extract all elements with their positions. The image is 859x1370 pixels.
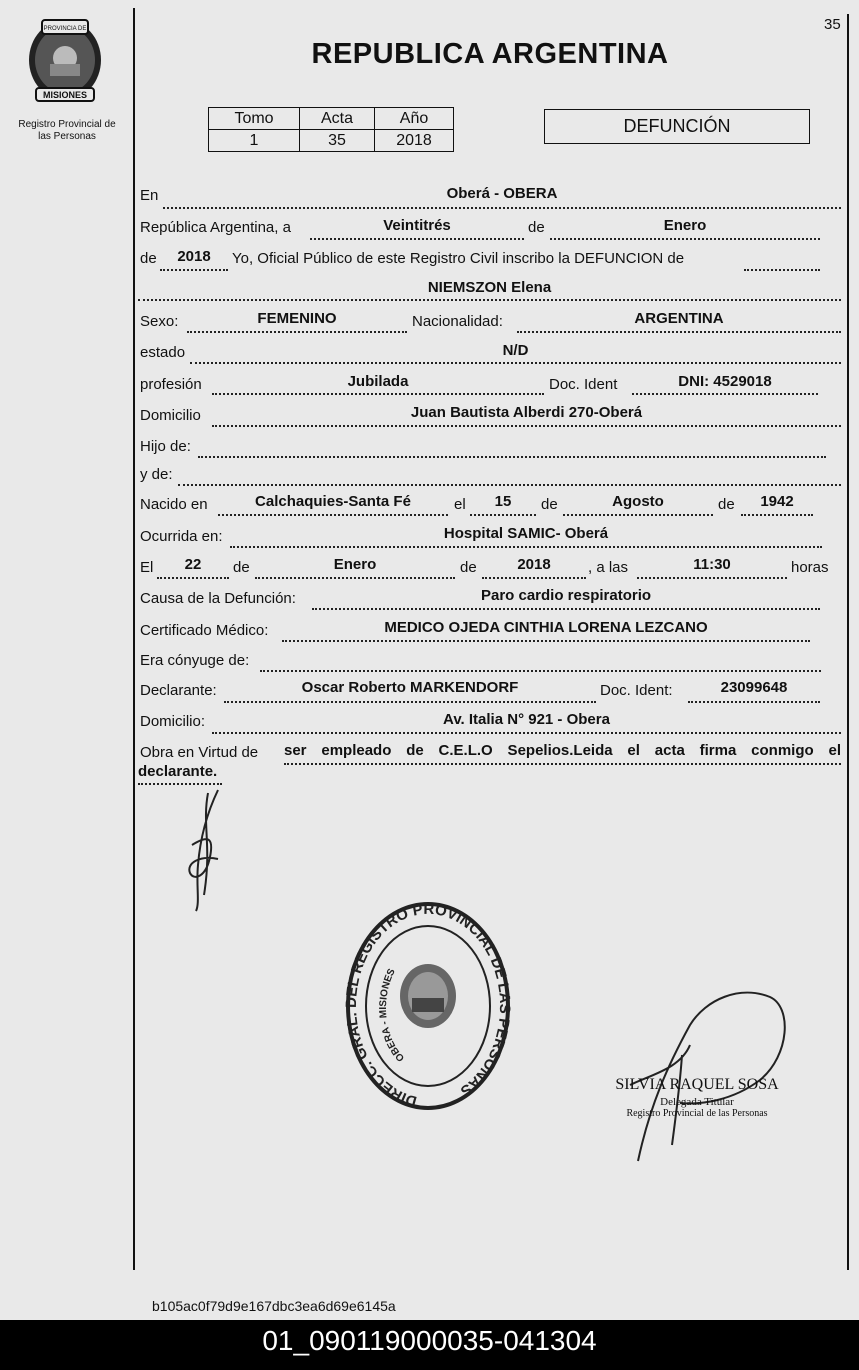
label-doc-ident: Doc. Ident — [549, 376, 618, 393]
label-horas: horas — [791, 559, 829, 576]
field-fallec-hora: 11:30 — [693, 556, 731, 573]
record-value-acta: 35 — [300, 130, 375, 152]
agency-name-line2: las Personas — [38, 131, 96, 142]
official-role: Delegada Titular — [660, 1096, 734, 1108]
record-header-acta: Acta — [300, 108, 375, 130]
label-en: En — [140, 187, 159, 204]
field-nacionalidad: ARGENTINA — [634, 310, 724, 327]
field-sexo: FEMENINO — [257, 310, 337, 327]
label-certificado: Certificado Médico: — [140, 622, 269, 639]
emblem-bottom-text: MISIONES — [42, 90, 88, 100]
label-a-las: , a las — [588, 559, 629, 576]
line-fallec-dia — [157, 577, 229, 579]
field-domicilio: Juan Bautista Alberdi 270-Oberá — [410, 404, 643, 421]
line-declarante-doc — [688, 701, 820, 703]
label-sexo: Sexo: — [140, 313, 179, 330]
line-documento — [632, 393, 818, 395]
line-dia — [310, 238, 524, 240]
field-nombre: NIEMSZON Elena — [427, 279, 552, 296]
seal-inner-text: OBERA - MISIONES — [377, 967, 408, 1064]
label-de-6: de — [460, 559, 477, 576]
label-yo: Yo, Oficial Público de este Registro Civil inscribo la DEFUNCION de — [232, 250, 685, 267]
field-anio: 2018 — [177, 248, 211, 265]
label-ocurrida-en: Ocurrida en: — [140, 528, 223, 545]
line-sexo — [187, 331, 407, 333]
line-declarante-domicilio — [212, 732, 841, 734]
line-conyuge — [260, 670, 821, 672]
official-office: Registro Provincial de las Personas — [626, 1108, 768, 1119]
province-shield-icon — [22, 14, 108, 104]
label-domicilio-2: Domicilio: — [140, 713, 206, 730]
field-fallec-mes: Enero — [333, 556, 377, 573]
field-fallec-anio: 2018 — [517, 556, 551, 573]
line-anio — [160, 269, 228, 271]
field-documento: DNI: 4529018 — [678, 373, 772, 390]
svg-text:OBERA - MISIONES — [378, 967, 407, 1064]
line-certificado — [282, 640, 810, 642]
declarant-signature-icon — [178, 785, 238, 915]
line-estado — [190, 362, 841, 364]
official-stamp — [600, 1076, 794, 1119]
label-estado: estado — [140, 344, 186, 361]
province-emblem — [22, 14, 108, 104]
label-hijo-de: Hijo de: — [140, 438, 191, 455]
field-mes: Enero — [663, 217, 707, 234]
label-conyuge: Era cónyuge de: — [140, 652, 250, 669]
official-signature-icon — [620, 985, 795, 1165]
line-nacido-mes — [563, 514, 713, 516]
right-rule — [847, 14, 849, 1270]
line-nacido-lugar — [218, 514, 448, 516]
agency-name — [5, 119, 129, 143]
line-y-de — [178, 484, 841, 486]
label-de-2: de — [140, 250, 157, 267]
field-declarante-doc: 23099648 — [720, 679, 788, 696]
page-number: 35 — [824, 16, 841, 33]
field-obra-line2: declarante. — [138, 763, 218, 780]
line-fallec-anio — [482, 577, 586, 579]
field-nacido-mes: Agosto — [612, 493, 664, 510]
field-nacido-dia: 15 — [494, 493, 512, 510]
field-certificado: MEDICO OJEDA CINTHIA LORENA LEZCANO — [384, 619, 708, 636]
page-title: REPUBLICA ARGENTINA — [311, 38, 669, 70]
label-de-3: de — [541, 496, 558, 513]
label-nacido-en: Nacido en — [140, 496, 208, 513]
line-profesion — [212, 393, 544, 395]
document-code: 01_090119000035-041304 — [262, 1325, 597, 1356]
line-nacido-dia — [470, 514, 536, 516]
line-hijo-de — [198, 456, 826, 458]
field-declarante: Oscar Roberto MARKENDORF — [301, 679, 519, 696]
field-dia-letras: Veintitrés — [383, 217, 451, 234]
label-republica: República Argentina, a — [140, 219, 291, 236]
field-declarante-domicilio: Av. Italia N° 921 - Obera — [443, 711, 610, 728]
document-code-bar — [0, 1320, 859, 1370]
left-rule — [133, 8, 135, 1270]
label-nacionalidad: Nacionalidad: — [412, 313, 503, 330]
official-name: SILVIA RAQUEL SOSA — [615, 1076, 779, 1093]
label-de-4: de — [718, 496, 735, 513]
field-profesion: Jubilada — [347, 373, 409, 390]
line-ocurrida — [230, 546, 822, 548]
emblem-top-text: PROVINCIA DE — [43, 26, 87, 32]
line-nombre — [138, 299, 841, 301]
line-mes — [550, 238, 820, 240]
record-type-box: DEFUNCIÓN — [544, 109, 810, 144]
line-nacionalidad — [517, 331, 841, 333]
line-declarante — [224, 701, 596, 703]
line-yo-tail — [744, 269, 820, 271]
label-obra: Obra en Virtud de — [140, 744, 259, 761]
record-table — [208, 107, 454, 152]
line-domicilio — [212, 425, 841, 427]
official-seal-icon — [342, 898, 514, 1114]
label-el: el — [454, 496, 466, 513]
label-de-1: de — [528, 219, 545, 236]
seal-outer-text: DIRECC. GRAL. DEL REGISTRO PROVINCIAL DE LAS PERSONAS — [342, 900, 514, 1110]
line-fallec-mes — [255, 577, 455, 579]
field-obra-line1: ser empleado de C.E.L.O Sepelios.Leida el acta firma conmigo el — [284, 742, 841, 759]
label-y-de: y de: — [140, 466, 173, 483]
field-nacido-anio: 1942 — [760, 493, 794, 510]
label-doc-ident-2: Doc. Ident: — [600, 682, 673, 699]
label-declarante: Declarante: — [140, 682, 217, 699]
label-domicilio: Domicilio — [140, 407, 201, 424]
field-fallec-dia: 22 — [184, 556, 202, 573]
record-header-tomo: Tomo — [209, 108, 300, 130]
line-fallec-hora — [637, 577, 787, 579]
line-lugar — [163, 207, 841, 209]
field-estado: N/D — [502, 342, 529, 359]
agency-name-line1: Registro Provincial de — [18, 119, 116, 130]
line-nacido-anio — [741, 514, 813, 516]
label-profesion: profesión — [140, 376, 202, 393]
field-nacido-lugar: Calchaquies-Santa Fé — [255, 493, 411, 510]
record-value-tomo: 1 — [209, 130, 300, 152]
field-causa: Paro cardio respiratorio — [480, 587, 652, 604]
line-causa — [312, 608, 820, 610]
document-hash: b105ac0f79d9e167dbc3ea6d69e6145a — [152, 1298, 396, 1314]
label-el-cap: El — [140, 559, 154, 576]
line-obra-1 — [284, 763, 841, 765]
record-value-anio: 2018 — [375, 130, 454, 152]
label-causa: Causa de la Defunción: — [140, 590, 296, 607]
label-de-5: de — [233, 559, 250, 576]
field-lugar: Oberá - OBERA — [446, 185, 558, 202]
field-ocurrida: Hospital SAMIC- Oberá — [443, 525, 609, 542]
record-header-anio: Año — [375, 108, 454, 130]
